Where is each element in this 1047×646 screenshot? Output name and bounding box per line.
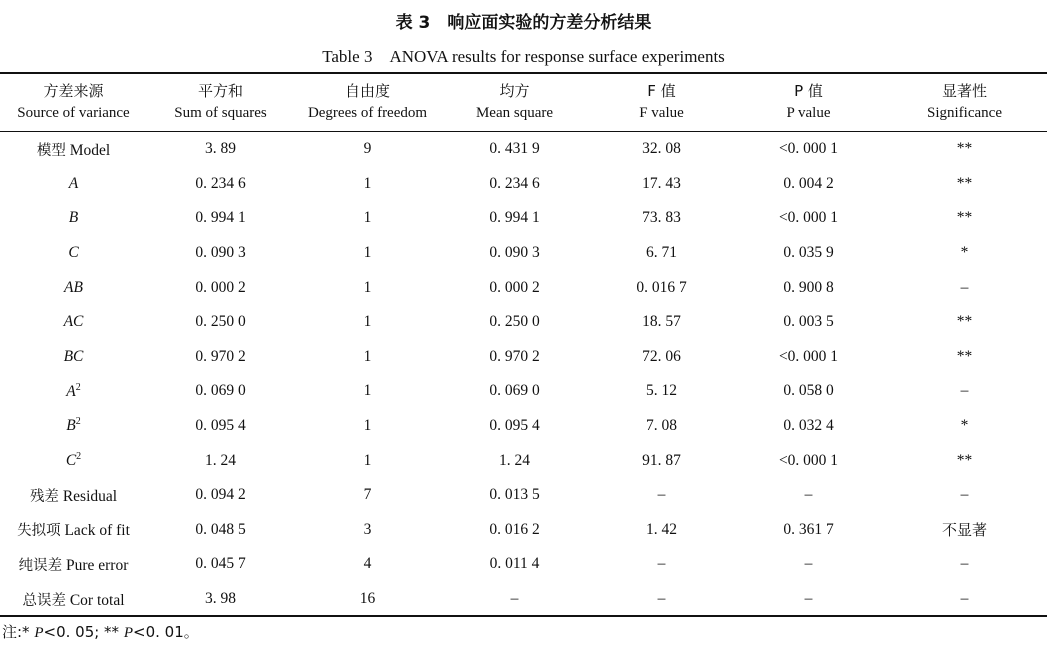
header-en: P value	[786, 105, 831, 121]
cell-f: 91. 87	[642, 451, 681, 469]
cell-p: –	[804, 555, 813, 573]
cell-ss: 0. 048 5	[195, 520, 246, 538]
cell-df: 1	[363, 244, 372, 262]
cell-df: 7	[363, 486, 372, 504]
cell-sig: *	[960, 417, 969, 435]
note-text-2: <0. 01。	[133, 623, 199, 641]
header-row	[0, 80, 1047, 126]
cell-source	[0, 201, 147, 236]
anova-table	[0, 80, 1047, 616]
cell-p: <0. 000 1	[778, 209, 839, 227]
header-df	[294, 80, 441, 126]
cell-ss: 0. 090 3	[195, 244, 246, 262]
cell-sig: **	[956, 209, 973, 227]
source-en: AC	[63, 313, 84, 331]
source-cn: 模型	[36, 142, 66, 159]
cell-ss: 3. 89	[205, 140, 236, 158]
cell-df: 9	[363, 140, 372, 158]
cell-ms: 0. 090 3	[489, 244, 540, 262]
table-note	[2, 621, 199, 642]
cell-ms: –	[510, 590, 519, 608]
cell-ms: 0. 000 2	[489, 278, 540, 296]
source-cn: 纯误差	[18, 557, 63, 574]
cell-ms: 0. 970 2	[489, 347, 540, 365]
cell-source	[0, 126, 147, 167]
table-row	[0, 374, 1047, 409]
cell-sig: **	[956, 174, 973, 192]
cell-source	[0, 547, 147, 582]
cell-f: –	[657, 486, 666, 504]
source-cn: 失拟项	[17, 523, 61, 540]
cell-df: 4	[363, 555, 372, 573]
header-en: Significance	[927, 105, 1002, 121]
cell-ss: 1. 24	[205, 451, 236, 469]
table-row	[0, 443, 1047, 478]
cell-p: 0. 003 5	[783, 313, 834, 331]
header-cn: P 值	[794, 82, 823, 100]
table-row	[0, 513, 1047, 548]
table-title-en: Table 3 ANOVA results for response surface experiments	[322, 47, 725, 66]
header-cn: 均方	[499, 82, 530, 100]
cell-ms: 0. 011 4	[489, 555, 540, 573]
cell-ms: 0. 994 1	[489, 209, 540, 227]
header-ss	[147, 80, 294, 126]
cell-f: –	[657, 590, 666, 608]
cell-ss: 0. 234 6	[195, 174, 246, 192]
cell-ms: 0. 095 4	[489, 417, 540, 435]
cell-ss: 0. 994 1	[195, 209, 246, 227]
table-row	[0, 305, 1047, 340]
table-title-cn: 表 3 响应面实验的方差分析结果	[395, 13, 652, 33]
cell-df: 1	[363, 278, 372, 296]
header-en: Degrees of freedom	[307, 105, 428, 121]
table-body	[0, 126, 1047, 616]
cell-source	[0, 340, 147, 375]
source-en: Residual	[62, 487, 118, 505]
cell-ss: 0. 000 2	[195, 278, 246, 296]
cell-ms: 0. 234 6	[489, 174, 540, 192]
cell-p: 0. 004 2	[783, 174, 834, 192]
cell-p: –	[804, 486, 813, 504]
cell-f: 32. 08	[642, 140, 681, 158]
cell-sig: –	[960, 486, 969, 504]
cell-sig: **	[956, 347, 973, 365]
cell-f: 5. 12	[646, 382, 677, 400]
source-en: A	[66, 383, 76, 401]
cell-f: 72. 06	[642, 347, 681, 365]
cell-source	[0, 478, 147, 513]
source-cn: 残差	[29, 488, 59, 505]
source-en: B	[66, 417, 76, 435]
cell-p: –	[804, 590, 813, 608]
cell-f: 7. 08	[646, 417, 677, 435]
header-cn: 方差来源	[43, 82, 104, 100]
cell-f: 1. 42	[646, 520, 677, 538]
source-superscript: 2	[75, 381, 81, 393]
table-row	[0, 409, 1047, 444]
cell-ms: 0. 016 2	[489, 520, 540, 538]
cell-df: 3	[363, 520, 372, 538]
header-en: Source of variance	[17, 105, 130, 121]
source-en: Model	[69, 141, 111, 159]
cell-sig: –	[960, 590, 969, 608]
table-row	[0, 547, 1047, 582]
cell-ss: 3. 98	[205, 590, 236, 608]
source-en: Lack of fit	[64, 522, 130, 540]
cell-ms: 1. 24	[499, 451, 530, 469]
cell-p: <0. 000 1	[778, 451, 839, 469]
cell-ss: 0. 069 0	[195, 382, 246, 400]
cell-ss: 0. 095 4	[195, 417, 246, 435]
cell-df: 1	[363, 174, 372, 192]
cell-sig: –	[960, 382, 969, 400]
source-en: BC	[63, 347, 84, 365]
header-cn: 平方和	[197, 82, 243, 100]
source-en: B	[68, 209, 79, 227]
header-source	[0, 80, 147, 126]
cell-sig: **	[956, 140, 973, 158]
cell-source	[0, 409, 147, 444]
cell-ss: 0. 094 2	[195, 486, 246, 504]
cell-source	[0, 236, 147, 271]
table-row	[0, 478, 1047, 513]
header-en: Mean square	[475, 105, 554, 121]
cell-ss: 0. 045 7	[195, 555, 246, 573]
source-en: C	[68, 244, 79, 262]
cell-p: 0. 035 9	[783, 244, 834, 262]
header-significance	[882, 80, 1047, 126]
header-en: Sum of squares	[174, 105, 267, 121]
source-superscript: 2	[75, 416, 81, 428]
cell-source	[0, 305, 147, 340]
source-en: Pure error	[65, 556, 129, 574]
cell-sig: 不显著	[941, 521, 987, 540]
cell-df: 1	[363, 382, 372, 400]
cell-f: 18. 57	[642, 313, 681, 331]
source-en: C	[65, 452, 77, 470]
cell-ms: 0. 013 5	[489, 486, 540, 504]
cell-p: 0. 900 8	[783, 278, 834, 296]
cell-p: <0. 000 1	[778, 140, 839, 158]
cell-ms: 0. 250 0	[489, 313, 540, 331]
source-en: AB	[64, 278, 83, 296]
cell-f: 73. 83	[642, 209, 681, 227]
table-row	[0, 236, 1047, 271]
header-cn: 显著性	[941, 82, 987, 100]
note-prefix: 注:*	[2, 623, 35, 641]
header-ms	[441, 80, 588, 126]
cell-p: 0. 361 7	[783, 520, 834, 538]
header-p	[735, 80, 882, 126]
note-p2: P	[123, 625, 133, 641]
table-top-rule	[0, 72, 1047, 74]
cell-df: 1	[363, 451, 372, 469]
cell-p: 0. 032 4	[783, 417, 834, 435]
cell-source	[0, 167, 147, 202]
cell-source	[0, 443, 147, 478]
cell-f: 0. 016 7	[636, 278, 687, 296]
cell-f: 6. 71	[646, 244, 677, 262]
cell-sig: –	[960, 278, 969, 296]
cell-df: 1	[363, 313, 372, 331]
cell-source	[0, 374, 147, 409]
header-en: F value	[639, 105, 684, 121]
source-superscript: 2	[76, 451, 82, 463]
header-cn: F 值	[647, 82, 676, 100]
cell-p: 0. 058 0	[783, 382, 834, 400]
cell-sig: –	[960, 555, 969, 573]
cell-ss: 0. 250 0	[195, 313, 246, 331]
table-row	[0, 582, 1047, 617]
cell-source	[0, 513, 147, 548]
cell-df: 1	[363, 417, 372, 435]
cell-sig: **	[956, 313, 973, 331]
table-row	[0, 167, 1047, 202]
source-en: Cor total	[69, 591, 125, 609]
cell-source	[0, 582, 147, 617]
cell-ss: 0. 970 2	[195, 347, 246, 365]
table-row	[0, 270, 1047, 305]
cell-sig: *	[960, 244, 969, 262]
cell-df: 1	[363, 209, 372, 227]
source-en: A	[68, 174, 79, 192]
header-f	[588, 80, 735, 126]
cell-f: 17. 43	[642, 174, 681, 192]
cell-df: 16	[359, 590, 376, 608]
table-row	[0, 126, 1047, 167]
cell-sig: **	[956, 451, 973, 469]
cell-p: <0. 000 1	[778, 347, 839, 365]
header-cn: 自由度	[344, 82, 390, 100]
note-text-1: <0. 05; **	[43, 623, 124, 641]
cell-f: –	[657, 555, 666, 573]
table-row	[0, 340, 1047, 375]
cell-df: 1	[363, 347, 372, 365]
cell-ms: 0. 431 9	[489, 140, 540, 158]
cell-ms: 0. 069 0	[489, 382, 540, 400]
cell-source	[0, 270, 147, 305]
source-cn: 总误差	[22, 592, 66, 609]
table-row	[0, 201, 1047, 236]
note-p1: P	[34, 625, 44, 641]
